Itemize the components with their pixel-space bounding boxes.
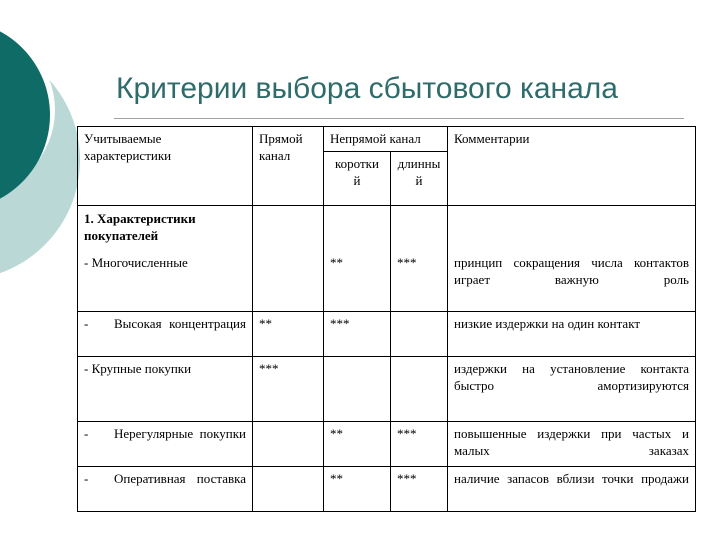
row-label-cell: [78, 467, 253, 512]
short-cell: ***: [324, 312, 391, 357]
header-short: коротки й: [324, 152, 391, 206]
header-comments: Комментарии: [448, 127, 696, 206]
row-label: - Крупные покупки: [78, 357, 253, 422]
section-row: [78, 206, 696, 252]
table-row: [78, 312, 696, 357]
short-cell: **: [324, 251, 391, 312]
header-characteristics: Учитываемые характеристики: [78, 127, 253, 206]
short-cell: **: [324, 467, 391, 512]
long-cell: ***: [391, 422, 448, 467]
row-label: Оперативная поставка: [114, 471, 246, 486]
table-row: [78, 422, 696, 467]
criteria-table: [77, 126, 696, 512]
row-dash: -: [84, 426, 89, 441]
table-row: [78, 251, 696, 312]
comment-cell: повышенные издержки при частых и малых заказах: [448, 422, 696, 467]
header-direct: Прямой канал: [253, 127, 324, 206]
section-cell: [391, 206, 448, 252]
title-divider: [114, 118, 684, 119]
header-row: [78, 127, 696, 152]
short-cell: **: [324, 422, 391, 467]
long-cell: [391, 357, 448, 422]
row-dash: -: [84, 316, 89, 331]
comment-cell: низкие издержки на один контакт: [448, 312, 696, 357]
header-long: длинны й: [391, 152, 448, 206]
table-row: [78, 467, 696, 512]
row-label-cell: [78, 312, 253, 357]
row-dash: -: [84, 471, 89, 486]
row-label-cell: [78, 422, 253, 467]
section-cell: [253, 206, 324, 252]
table-row: [78, 357, 696, 422]
header-indirect: Непрямой канал: [324, 127, 448, 152]
long-cell: ***: [391, 467, 448, 512]
direct-cell: [253, 467, 324, 512]
comment-cell: издержки на установление контакта быстро амортизируются: [448, 357, 696, 422]
row-label: Высокая концентрация: [114, 316, 246, 331]
comment-cell: принцип сокращения числа контактов играет важную роль: [448, 251, 696, 312]
section-cell: [324, 206, 391, 252]
direct-cell: **: [253, 312, 324, 357]
row-label: - Многочисленные: [78, 251, 253, 312]
section-title: 1. Характеристики покупателей: [78, 206, 253, 252]
direct-cell: [253, 422, 324, 467]
comment-cell: наличие запасов вблизи точки продажи: [448, 467, 696, 512]
long-cell: [391, 312, 448, 357]
slide-title: Критерии выбора сбытового канала: [116, 72, 618, 105]
long-cell: ***: [391, 251, 448, 312]
section-cell: [448, 206, 696, 252]
short-cell: [324, 357, 391, 422]
row-label: Нерегулярные покупки: [114, 426, 246, 441]
direct-cell: ***: [253, 357, 324, 422]
direct-cell: [253, 251, 324, 312]
